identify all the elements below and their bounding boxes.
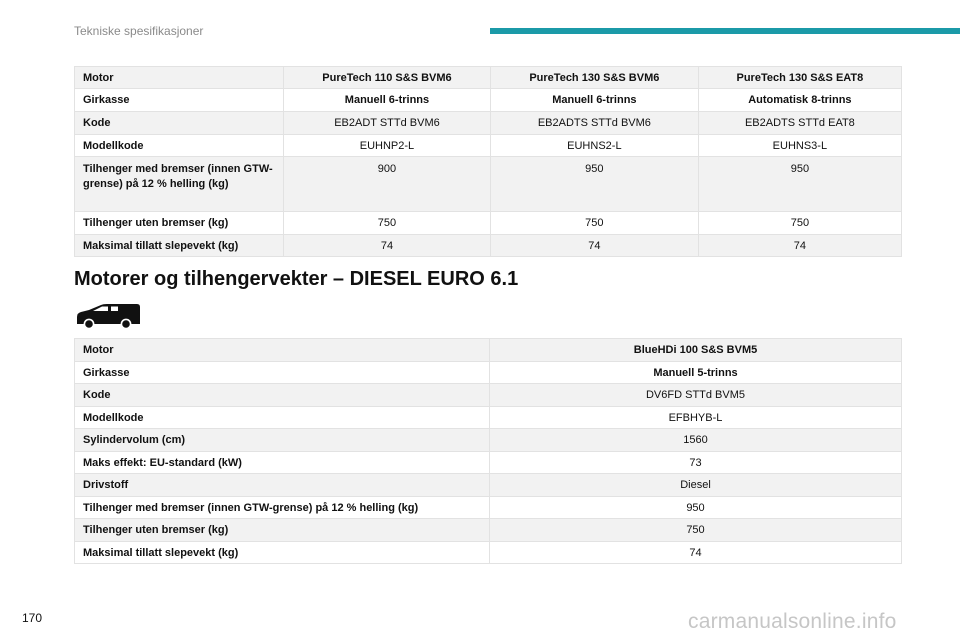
table-row xyxy=(75,452,902,474)
cell: 73 xyxy=(490,452,902,474)
table-row xyxy=(75,519,902,542)
page-number: 170 xyxy=(22,611,43,625)
row-label: Girkasse xyxy=(75,89,284,112)
van-icon xyxy=(75,303,141,329)
table-row xyxy=(75,474,902,497)
cell: EB2ADTS STTd EAT8 xyxy=(698,112,901,135)
cell: 74 xyxy=(490,542,902,564)
table-row xyxy=(75,212,902,235)
cell: Manuell 6-trinns xyxy=(284,89,491,112)
cell: Diesel xyxy=(490,474,902,497)
cell: EB2ADTS STTd BVM6 xyxy=(490,112,698,135)
cell: 950 xyxy=(490,157,698,212)
cell: 74 xyxy=(490,235,698,257)
cell: PureTech 130 S&S BVM6 xyxy=(490,67,698,89)
row-label: Motor xyxy=(75,67,284,89)
row-label: Maksimal tillatt slepevekt (kg) xyxy=(75,235,284,257)
watermark: carmanualsonline.info xyxy=(688,610,897,633)
row-label: Kode xyxy=(75,384,490,407)
table-row xyxy=(75,339,902,362)
table-row xyxy=(75,235,902,257)
row-label: Tilhenger uten bremser (kg) xyxy=(75,212,284,235)
cell: 950 xyxy=(490,497,902,519)
table-row xyxy=(75,497,902,519)
row-label: Girkasse xyxy=(75,362,490,384)
cell: EUHNS2-L xyxy=(490,135,698,157)
cell: 74 xyxy=(284,235,491,257)
table-row xyxy=(75,157,902,212)
row-label: Maks effekt: EU-standard (kW) xyxy=(75,452,490,474)
cell: 900 xyxy=(284,157,491,212)
cell: DV6FD STTd BVM5 xyxy=(490,384,902,407)
cell: 750 xyxy=(698,212,901,235)
header-accent-bar xyxy=(490,28,960,34)
row-label: Drivstoff xyxy=(75,474,490,497)
page-header-title: Tekniske spesifikasjoner xyxy=(74,24,204,38)
cell: EFBHYB-L xyxy=(490,407,902,429)
table-row xyxy=(75,384,902,407)
diesel-specs-table xyxy=(74,338,902,564)
row-label: Tilhenger uten bremser (kg) xyxy=(75,519,490,542)
table-row xyxy=(75,67,902,89)
petrol-specs-table xyxy=(74,66,902,257)
cell: EUHNP2-L xyxy=(284,135,491,157)
section-title: Motorer og tilhengervekter – DIESEL EURO 6.1 xyxy=(74,268,519,290)
table-row xyxy=(75,362,902,384)
cell: 750 xyxy=(490,212,698,235)
cell: BlueHDi 100 S&S BVM5 xyxy=(490,339,902,362)
cell: Manuell 5-trinns xyxy=(490,362,902,384)
cell: 1560 xyxy=(490,429,902,452)
row-label: Sylindervolum (cm) xyxy=(75,429,490,452)
cell: EB2ADT STTd BVM6 xyxy=(284,112,491,135)
cell: PureTech 130 S&S EAT8 xyxy=(698,67,901,89)
table-row xyxy=(75,135,902,157)
table-row xyxy=(75,112,902,135)
cell: 950 xyxy=(698,157,901,212)
table-row xyxy=(75,89,902,112)
row-label: Motor xyxy=(75,339,490,362)
cell: PureTech 110 S&S BVM6 xyxy=(284,67,491,89)
row-label: Tilhenger med bremser (innen GTW-grense) på 12 % helling (kg) xyxy=(75,157,284,212)
row-label: Modellkode xyxy=(75,407,490,429)
table-row xyxy=(75,407,902,429)
cell: 750 xyxy=(284,212,491,235)
table-row xyxy=(75,542,902,564)
row-label: Modellkode xyxy=(75,135,284,157)
row-label: Tilhenger med bremser (innen GTW-grense) på 12 % helling (kg) xyxy=(75,497,490,519)
row-label: Maksimal tillatt slepevekt (kg) xyxy=(75,542,490,564)
cell: Automatisk 8-trinns xyxy=(698,89,901,112)
table-row xyxy=(75,429,902,452)
cell: 74 xyxy=(698,235,901,257)
cell: 750 xyxy=(490,519,902,542)
row-label: Kode xyxy=(75,112,284,135)
cell: EUHNS3-L xyxy=(698,135,901,157)
cell: Manuell 6-trinns xyxy=(490,89,698,112)
